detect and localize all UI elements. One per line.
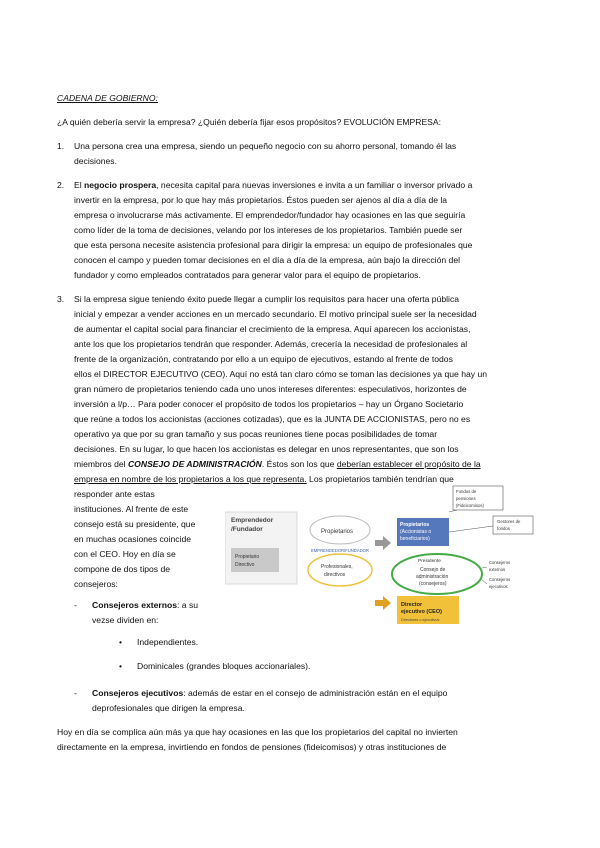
item3-line: empresa en nombre de los propietarios a los que representa. Los propietarios también tendrían que [74,474,454,484]
item3-line: inversión a l/p… Para poder conocer el propósito de todos los propietarios – hay un Órgano Societario [74,399,464,409]
profesionales-oval [308,554,372,586]
consejeros-ejecutivos: Consejeros ejecutivos: además de estar en el consejo de administración están en el equipo [92,688,448,698]
governance-diagram [225,482,555,627]
propietario-label: Directivo [235,562,255,568]
gestores-label: fondos [497,526,510,531]
consejo-label: Consejo de [420,567,446,573]
item3-line: Si la empresa sigue teniendo éxito puede llegar a cumplir los requisitos para hacer una oferta pública [74,294,460,304]
item2-line: fundador y como empleados contratados para generar valor para el equipo de propietarios. [74,270,421,280]
item3-line: decisiones. En su lugar, lo que hacen los accionistas es delegar en unos representantes, que son los [74,444,459,454]
item3-number: 3. [57,294,65,304]
item2-line: empresa o involucrarse más activamente. El emprendedor/fundador hay ocasiones en las que seguiría [74,210,466,220]
consejeros-externos-label: externos [489,567,506,572]
item1-number: 1. [57,141,65,151]
profesionales-label: directivos [324,572,346,578]
item3-line: inicial y empezar a vender acciones en un mercado secundario. El motivo principal suele ser la necesidad [74,309,477,319]
item2-line: conocen el campo y pueden tomar decisiones en el día a día de la empresa, aún bajo la dirección del [74,255,461,265]
proposito-underline: empresa en nombre de los propietarios a los que representa. [74,474,307,484]
side-line: en muchas ocasiones coincide [74,534,192,544]
item2-line: como líder de la toma de decisiones, velando por los intereses de los propietarios. También puede ser [74,225,463,235]
item2-line: que esta persona necesite asistencia profesional para dirigir la empresa: un equipo de profesionales que [74,240,473,250]
ceo-label: Directores o ejecutivos [401,618,440,622]
propietario-label: Propietario [235,554,260,560]
bullet-marker: • [119,661,123,671]
emprendedor-label: /Fundador [231,526,263,533]
presidente-label: Presidente [418,559,441,564]
consejo-label: administración [416,574,449,580]
fondos-label: pensiones [456,496,476,501]
negocio-prospera-bold: negocio prospera [84,180,157,190]
emprendedor-fundador-label: EMPRENDEDOR/FUNDADOR [311,548,369,553]
propietarios-label: Propietarios [321,529,354,535]
independientes-item: Independientes. [137,637,199,647]
item2-line: El negocio prospera, necesita capital para nuevas inversiones e invita a un familiar o inversor privado a [74,180,473,190]
consejeros-externos: Consejeros externos: a su [92,600,199,610]
item2-number: 2. [57,180,65,190]
dominicales-item: Dominicales (grandes bloques accionariales). [137,661,311,671]
profesionales-label: Profesionales, [321,564,353,570]
item3-line: operativo ya que por su gran tamaño y sus pocas reuniones tiene pocas posibilidades de tomar [74,429,438,439]
side-line: responder ante estas [74,489,155,499]
item3-line: frente de la organización, contratando por ello a un equipo de ejecutivos, estando al frente de todos [74,354,453,364]
ceo-label: Director [401,602,423,608]
side-line: compone de dos tipos de [74,564,171,574]
consejeros-ejecutivos-label: Consejeros [489,577,511,582]
item3-line: que reúne a todos los accionistas (acciones cotizadas), que es la JUNTA DE ACCIONISTAS, pero no es [74,414,471,424]
consejeros-externos-label: Consejeros [489,560,511,565]
accionistas-label: Propietarios [400,522,430,528]
intro-question: ¿A quién debería servir la empresa? ¿Quién debería fijar esos propósitos? EVOLUCIÓN EMPRESA: [57,117,442,127]
consejeros-ejecutivos-label: ejecutivos [489,584,508,589]
doc-title: CADENA DE GOBIERNO: [57,93,158,103]
final-line: Hoy en día se complica aún más ya que hay ocasiones en las que los propietarios del capital no invierten [57,727,458,737]
fondos-label: Fondos de [456,489,477,494]
side-line: consejeros: [74,579,118,589]
side-line: consejo está su presidente, que [74,519,196,529]
item2-line: invertir en la empresa, por lo que hay más propietarios. Éstos pueden ser ajenos al día a día de la [74,195,448,205]
flow-arrow-icon [375,596,391,610]
proposito-underline: deberían establecer el propósito de la [336,459,481,469]
item3-line: ante los que los propietarios tendrán que responder. Además, crecería la necesidad de profesionales al [74,339,468,349]
item3-line: ellos el DIRECTOR EJECUTIVO (CEO). Aquí no está tan claro cómo se toman las decisiones ya que hay un [74,369,487,379]
item3-line: gran número de propietarios teniendo cada uno unos intereses diferentes: especulativos, horizontes de [74,384,467,394]
side-line: instituciones. Al frente de este [74,504,189,514]
consejeros-externos-line2: vezse dividen en: [92,615,159,625]
consejo-label: (consejeros) [419,581,447,587]
consejeros-ejecutivos-line2: deprofesionales que dirigen la empresa. [92,703,245,713]
dash-marker: - [74,600,77,610]
emprendedor-label: Emprendedor [231,517,274,524]
item3-line: miembros del CONSEJO DE ADMINISTRACIÓN. Éstos son los que deberían establecer el propósito de la [74,459,481,469]
final-line: directamente en la empresa, invirtiendo en fondos de pensiones (fideicomisos) y otras instituciones de [57,742,447,752]
bullet-marker: • [119,637,123,647]
accionistas-label: (Accionistas o [400,529,432,535]
side-line: con el CEO. Hoy en día se [74,549,176,559]
consejo-administracion-bold: CONSEJO DE ADMINISTRACIÓN [127,459,262,469]
flow-arrow-icon [375,536,391,550]
accionistas-label: beneficiarios) [400,536,430,542]
fondos-label: (Fideicomisos) [456,503,484,508]
item1-line: Una persona crea una empresa, siendo un pequeño negocio con su ahorro personal, tomando él las [74,141,457,151]
gestores-label: Gestores de [497,519,521,524]
item3-line: de aumentar el capital social para financiar el crecimiento de la empresa. Aquí aparecen los accionistas, [74,324,471,334]
ceo-label: ejecutivo (CEO) [401,609,442,615]
propietario-directivo-box [231,548,279,572]
dash-marker: - [74,688,77,698]
item1-line: decisiones. [74,156,117,166]
